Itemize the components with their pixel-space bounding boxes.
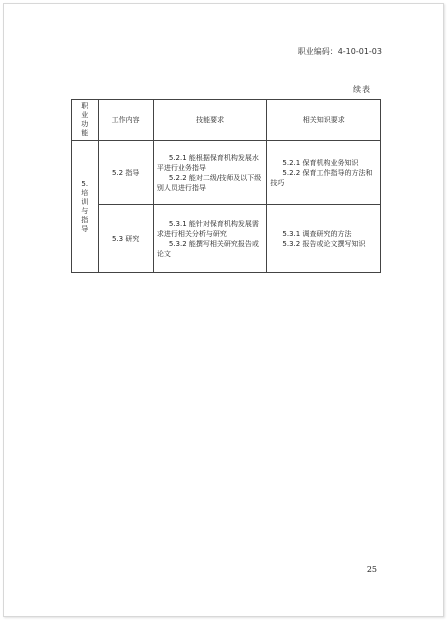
skill-requirements-table <box>71 99 381 273</box>
table-header-row <box>72 100 381 141</box>
knowledge-cell <box>267 141 381 205</box>
table-row <box>72 205 381 273</box>
knowledge-item: 5.2.1 保育机构业务知识 <box>282 158 359 167</box>
skill-item: 5.2.2 能对二级/技师及以下级别人员进行指导 <box>156 173 262 192</box>
content-cell: 5.2 指导 <box>98 141 153 205</box>
skill-item: 5.3.2 能撰写相关研究报告或论文 <box>156 239 259 258</box>
knowledge-item: 5.3.2 报告或论文撰写知识 <box>282 239 366 248</box>
header-knowledge: 相关知识要求 <box>267 100 381 141</box>
skills-cell <box>153 141 267 205</box>
document-page <box>3 3 444 617</box>
skills-cell <box>153 205 267 273</box>
knowledge-item: 5.2.2 保育工作指导的方法和技巧 <box>270 168 373 187</box>
table-row <box>72 141 381 205</box>
continued-label: 续表 <box>353 85 371 94</box>
skill-item: 5.3.1 能针对保育机构发展需求进行相关分析与研究 <box>156 219 259 238</box>
skill-item: 5.2.1 能根据保育机构发展水平进行业务指导 <box>156 153 259 172</box>
header-function: 职业功能 <box>72 100 99 141</box>
knowledge-item: 5.3.1 调查研究的方法 <box>282 229 352 238</box>
header-content: 工作内容 <box>98 100 153 141</box>
content-cell: 5.3 研究 <box>98 205 153 273</box>
function-cell: 5.培训与指导 <box>72 141 99 273</box>
knowledge-cell <box>267 205 381 273</box>
occupation-code: 职业编码：4-10-01-03 <box>297 47 382 56</box>
header-skills: 技能要求 <box>153 100 267 141</box>
page-number: 25 <box>366 565 377 574</box>
